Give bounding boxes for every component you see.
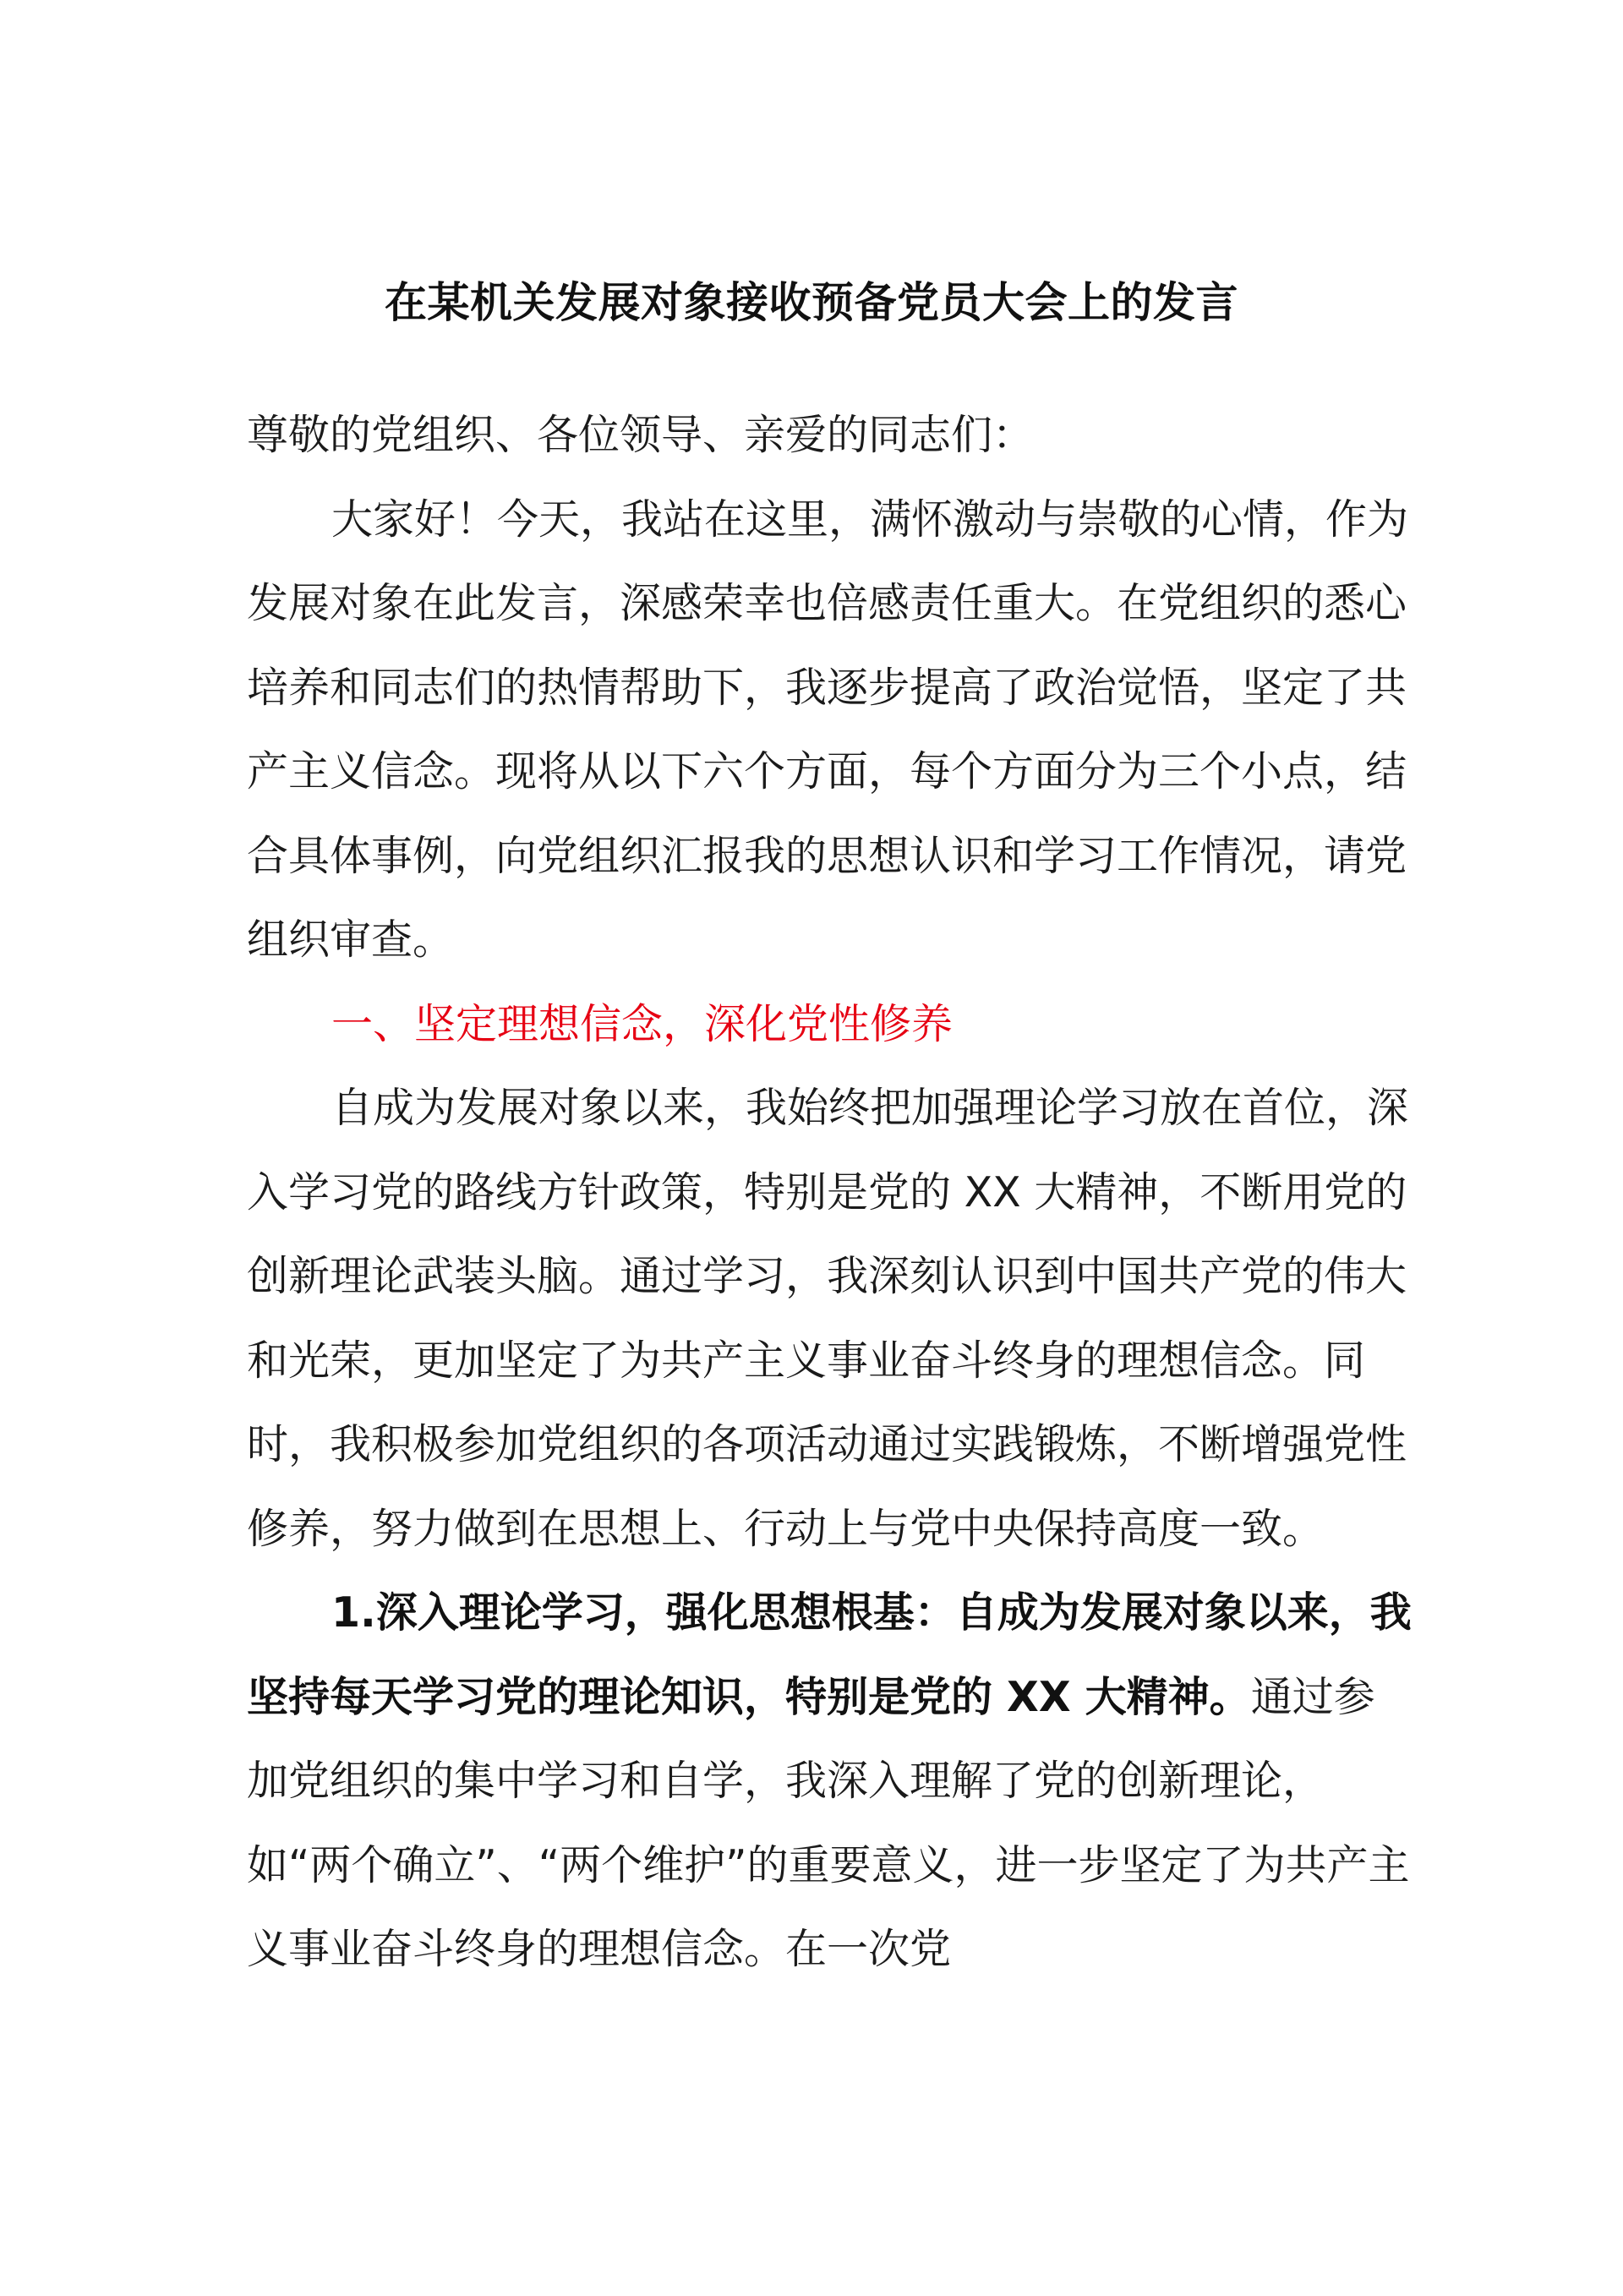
point-body: 通过参加党组织的集中学习和自学，我深入理解了党的创新理论，如“两个确立”、“两个维护”的重要意义，进一步坚定了为共产主义事业奋斗终身的理想信念。在一次党 — [247, 1672, 1410, 1973]
intro-paragraph: 大家好！今天，我站在这里，满怀激动与崇敬的心情，作为发展对象在此发言，深感荣幸也倍感责任重大。在党组织的悉心培养和同志们的热情帮助下，我逐步提高了政治觉悟，坚定了共产主义信念。现将从以下六个方面，每个方面分为三个小点，结合具体事例，向党组织汇报我的思想认识和学习工作情况，请党组织审查。 — [247, 495, 1409, 964]
salutation: 尊敬的党组织、各位领导、亲爱的同志们： — [247, 411, 1035, 459]
document-body — [247, 393, 1413, 1992]
point-paragraph — [247, 1571, 1413, 1992]
section-paragraph: 自成为发展对象以来，我始终把加强理论学习放在首位，深入学习党的路线方针政策，特别是党的 XX 大精神，不断用党的创新理论武装头脑。通过学习，我深刻认识到中国共产党的伟大和光荣，更加坚定了为共产主义事业奋斗终身的理想信念。同时，我积极参加党组织的各项活动通过实践锻炼，不断增强党性修养，努力做到在思想上、行动上与党中央保持高度一致。 — [247, 1084, 1409, 1553]
section-heading: 一、坚定理想信念，深化党性修养 — [331, 999, 954, 1048]
point-bold-lead: 1.深入理论学习，强化思想根基：自成为发展对象以来，我坚持每天学习党的理论知识，特别是党的 XX 大精神。 — [247, 1588, 1412, 1721]
document-title: 在某机关发展对象接收预备党员大会上的发言 — [385, 278, 1238, 327]
